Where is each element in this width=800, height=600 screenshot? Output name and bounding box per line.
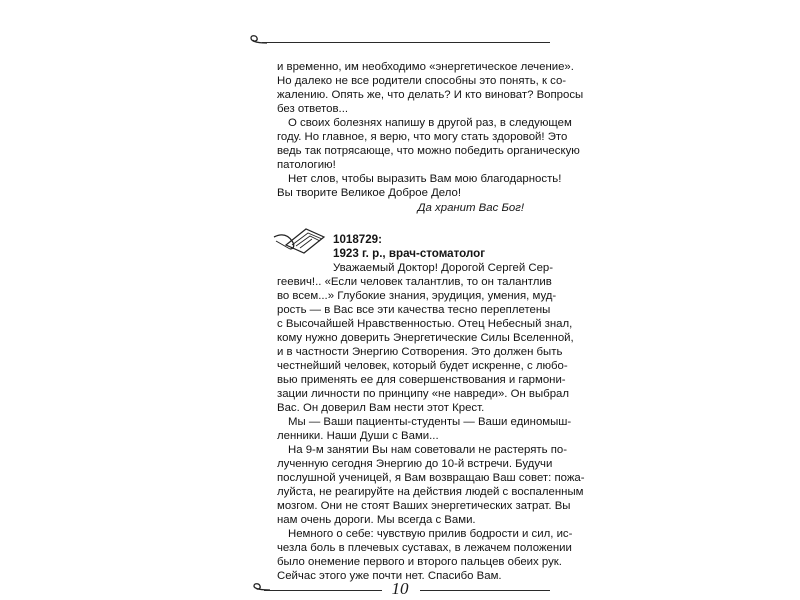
letter-two-line: мозгом. Они не стоят Ваших энергетических затрат. Вы [277, 500, 571, 512]
letter-two-line: с Высочайшей Нравственностью. Отец Небесный знал, [277, 318, 573, 330]
letter-two-author: 1923 г. р., врач-стоматолог [333, 247, 486, 260]
letter-one-line: жалению. Опять же, что делать? И кто виноват? Вопросы [277, 89, 584, 101]
letter-one-line: году. Но главное, я верю, что могу стать здоровой! Это [277, 131, 568, 143]
letter-two-line: Уважаемый Доктор! Дорогой Сергей Сер- [333, 262, 554, 274]
letter-two-id: 1018729: [333, 233, 382, 246]
page-number: 10 [391, 579, 409, 598]
letter-two-line: было онемение первого и второго пальцев обеих рук. [277, 556, 562, 568]
letter-two-line: лученную сегодня Энергию до 10-й встречи. Будучи [277, 458, 553, 470]
letter-one-line: без ответов... [277, 103, 349, 115]
letter-one-line: Нет слов, чтобы выразить Вам мою благодарность! [288, 173, 562, 185]
letter-two-line: вью применять ее для совершенствования и гармони- [277, 374, 566, 386]
letter-two-line: послушной ученицей, я Вам возвращаю Ваш совет: пожа- [277, 472, 585, 484]
letter-two-line: рость — в Вас все эти качества тесно переплетены [277, 304, 551, 316]
letter-one-line: Но далеко не все родители способны это понять, к со- [277, 75, 567, 87]
letter-two-line: На 9-м занятии Вы нам советовали не растерять по- [288, 444, 568, 456]
letter-two-line: зации личности по принципу «не навреди». Он выбрал [277, 388, 570, 400]
letter-two-line: геевич!.. «Если человек талантлив, то он талантлив [277, 276, 552, 288]
letter-two-line: кому нужно доверить Энергетические Силы Вселенной, [277, 332, 574, 344]
letter-two-line: луйста, не реагируйте на действия людей с воспаленным [277, 486, 584, 498]
letter-one-line: О своих болезнях напишу в другой раз, в следующем [288, 117, 572, 129]
letter-two-line: и в частности Энергию Сотворения. Это должен быть [277, 346, 563, 358]
top-rule [262, 42, 550, 43]
letter-one-line: Вы творите Великое Доброе Дело! [277, 187, 462, 199]
letter-two-line: ленники. Наши Души с Вами... [277, 430, 439, 442]
letter-two-line: Немного о себе: чувствую прилив бодрости и сил, ис- [288, 528, 573, 540]
bottom-rule-right [420, 590, 550, 591]
letter-one-line: патологию! [277, 159, 336, 171]
letter-one-signature: Да хранит Вас Бог! [417, 202, 524, 214]
bottom-rule-left [264, 590, 382, 591]
letter-two-line: во всем...» Глубокие знания, эрудиция, умения, муд- [277, 290, 557, 302]
letter-two-line: Вас. Он доверил Вам нести этот Крест. [277, 402, 485, 414]
letter-two-line: честнейший человек, который будет искренне, с любо- [277, 360, 568, 372]
letter-one-line: ведь так потрясающе, что можно победить органическую [277, 145, 580, 157]
letter-two-line: Сейчас этого уже почти нет. Спасибо Вам. [277, 570, 502, 582]
letter-two-line: чезла боль в плечевых суставах, в лежачем положении [277, 542, 572, 554]
letter-envelope-icon [272, 223, 330, 255]
letter-one-line: и временно, им необходимо «энергетическое лечение». [277, 61, 574, 73]
letter-two-line: Мы — Ваши пациенты-студенты — Ваши единомыш- [288, 416, 572, 428]
letter-two-line: нам очень дороги. Мы всегда с Вами. [277, 514, 476, 526]
